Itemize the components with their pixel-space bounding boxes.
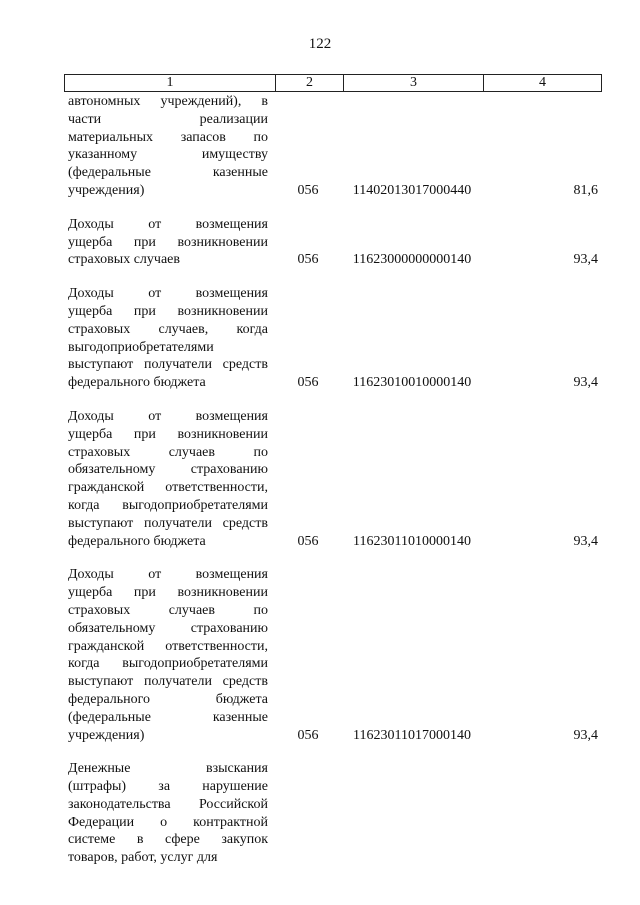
amount-value: 93,4 [573,375,598,391]
amount-value [482,760,600,867]
description-line: федерального бюджета [68,375,206,391]
description-line: автономных учреждений), в [68,94,268,109]
description-line: Доходы от возмещения [68,286,268,302]
description-line: системе в сфере закупок [68,832,268,848]
table-header [64,74,602,92]
table-body [64,93,602,867]
description-line: когда выгодоприобретателями [68,656,268,672]
admin-code: 056 [297,533,319,549]
description-line: федерального бюджета [68,691,268,707]
budget-classification-code: 11623010010000140 [352,375,472,391]
description-line: (штрафы) за нарушение [68,779,268,795]
description-line: материальных запасов по [68,129,268,145]
description-line: ущерба при возникновении [68,234,268,250]
row-description [64,216,274,269]
description-line: обязательному страхованию [68,620,268,636]
header-col-4: 4 [483,75,601,91]
row-description [64,408,274,550]
description-line: ущерба при возникновении [68,426,268,442]
page-number: 122 [308,36,332,52]
table-row [64,216,602,269]
description-line: учреждения) [68,182,145,198]
budget-classification-code: 11623011017000140 [353,727,471,743]
description-line: выступают получатели средств [68,515,268,531]
description-line: товаров, работ, услуг для [68,850,218,866]
admin-code: 056 [297,252,319,268]
description-line: (федеральные казенные [68,709,268,725]
budget-classification-code: 11402013017000440 [352,182,472,198]
header-col-3: 3 [343,75,483,91]
description-line: страховых случаев по [68,444,268,460]
row-description [64,93,274,200]
description-line: гражданской ответственности, [68,480,268,496]
table-row [64,760,602,867]
admin-code: 056 [297,182,319,198]
budget-classification-code: 11623000000000140 [352,252,472,268]
description-line: законодательства Российской [68,796,268,812]
description-line: ущерба при возникновении [68,303,268,319]
description-line: ущерба при возникновении [68,585,268,601]
description-line: Доходы от возмещения [68,216,268,232]
table-row [64,93,602,200]
table-row [64,566,602,744]
description-line: когда выгодоприобретателями [68,497,268,513]
description-line: гражданской ответственности, [68,638,268,654]
budget-classification-code: 11623011010000140 [353,533,471,549]
description-line: федерального бюджета [68,533,206,549]
description-line: указанному имуществу [68,147,268,163]
admin-code: 056 [297,375,319,391]
header-col-1: 1 [166,75,174,90]
description-line: страховых случаев по [68,602,268,618]
description-line: выступают получатели средств [68,674,268,690]
description-line: страховых случаев [68,252,180,268]
description-line: Доходы от возмещения [68,408,268,424]
amount-value: 81,6 [573,182,598,198]
row-description [64,760,274,867]
description-line: части реализации [68,111,268,127]
row-description [64,285,274,392]
description-line: Денежные взыскания [68,761,268,777]
description-line: (федеральные казенные [68,165,268,181]
admin-code: 056 [297,727,319,743]
description-line: обязательному страхованию [68,462,268,478]
admin-code [274,760,342,867]
description-line: Федерации о контрактной [68,814,268,830]
description-line: Доходы от возмещения [68,567,268,583]
description-line: страховых случаев, когда [68,321,268,337]
description-line: выгодоприобретателями [68,339,214,355]
amount-value: 93,4 [573,252,598,268]
table-row [64,408,602,550]
description-line: выступают получатели средств [68,357,268,373]
amount-value: 93,4 [573,727,598,743]
row-description [64,566,274,744]
budget-classification-code [342,760,482,867]
description-line: учреждения) [68,727,145,743]
amount-value: 93,4 [573,533,598,549]
table-row [64,285,602,392]
header-col-2: 2 [275,75,343,91]
